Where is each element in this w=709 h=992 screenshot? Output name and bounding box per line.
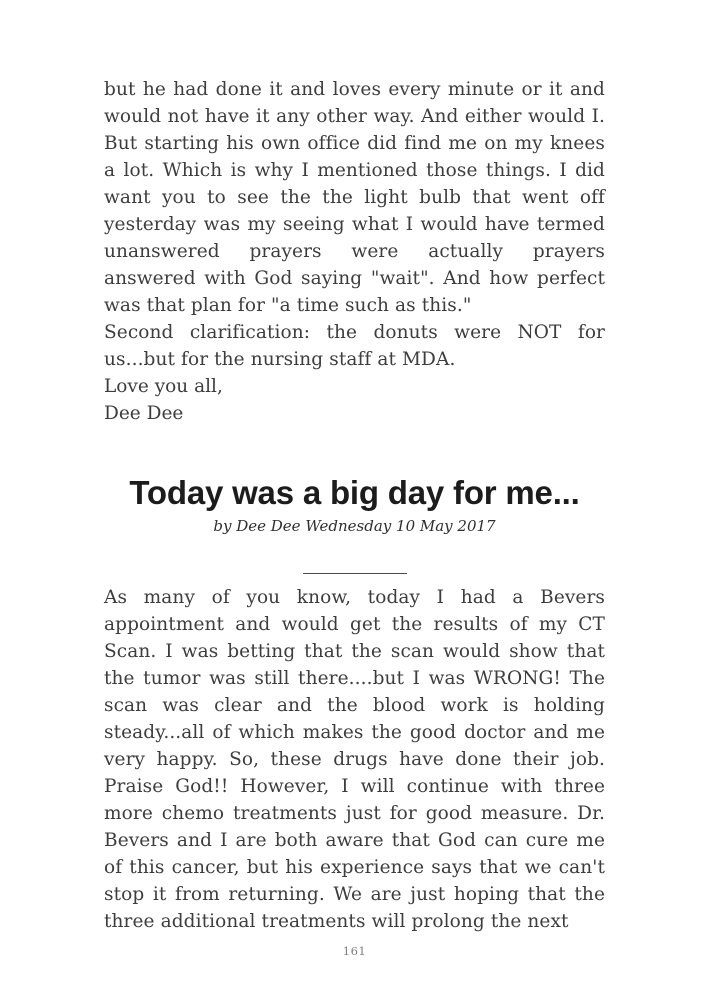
post-title: Today was a big day for me...	[129, 474, 580, 511]
post-byline: by Dee Dee Wednesday 10 May 2017	[213, 517, 496, 536]
signoff-line-1: Love you all,	[104, 376, 223, 397]
page-number: 161	[342, 944, 367, 958]
intro-paragraph-2: Second clarification: the donuts were NOT for us...but for the nursing staff at MDA.	[104, 322, 605, 370]
post-body-paragraph: As many of you know, today I had a Bevers appointment and would get the results of my CT Scan. I was betting that the scan would show that the tumor was still there....but I was WRONG! The scan was clear and the blood work is holding steady...all of which makes the good doctor and me very happy. So, these drugs have done their job. Praise God!! However, I will continue with three more chemo treatments just for good measure. Dr. Bevers and I are both aware that God can cure me of this cancer, but his experience says that we can't stop it from returning. We are just hoping that the three additional treatments will prolong the next	[104, 586, 605, 932]
section-divider	[303, 573, 407, 574]
intro-paragraph-1: but he had done it and loves every minute or it and would not have it any other way. And either would I. But starting his own office did find me on my knees a lot. Which is why I mentioned those things. I did want you to see the the light bulb that went off yesterday was my seeing what I would have termed unanswered prayers were actually prayers answered with God saying "wait". And how perfect was that plan for "a time such as this."	[104, 79, 605, 316]
signoff-line-2: Dee Dee	[104, 403, 184, 424]
